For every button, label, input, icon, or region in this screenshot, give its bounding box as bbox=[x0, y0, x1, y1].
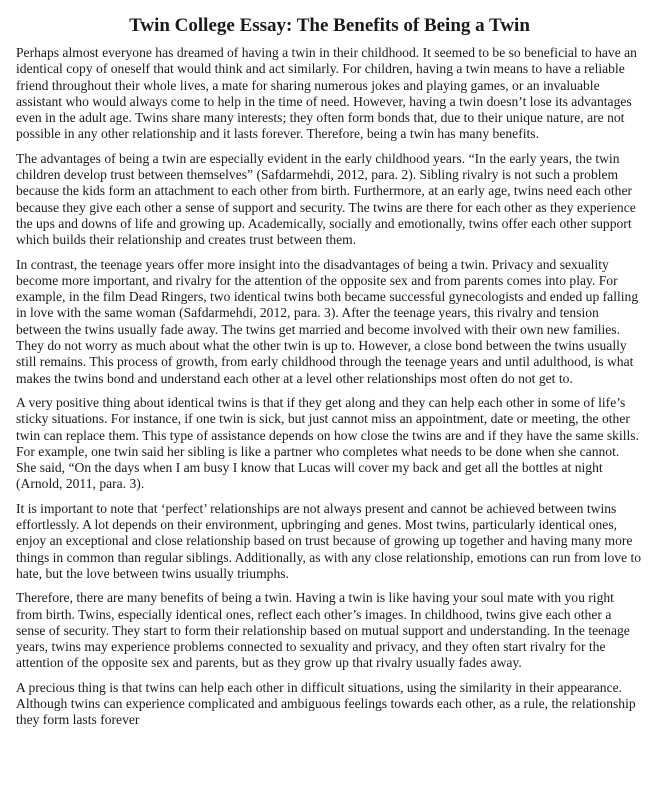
essay-document bbox=[16, 14, 643, 729]
paragraph-2: The advantages of being a twin are especially evident in the early childhood years. “In the early years, the twin children develop trust between themselves” (Safdarmehdi, 2012, para. 2). Sibling rivalry is not such a problem because the kids form an attachment to each other from birth. Furthermore, at an early age, twins need each other because they give each other a sense of support and security. The twins are there for each other as they experience the ups and downs of life and growing up. Academically, socially and emotionally, twins offer each other support which builds their relationship and creates trust between them. bbox=[16, 150, 636, 248]
paragraph-4: A very positive thing about identical twins is that if they get along and they can help each other in some of life’s sticky situations. For instance, if one twin is sick, but just cannot miss an appointment, date or meeting, the other twin can replace them. This type of assistance depends on how close the twins are and if they have the same skills. For example, one twin said her sibling is like a partner who completes what needs to be done when she cannot. She said, “On the days when I am busy I know that Lucas will cover my back and get all the bottles at night (Arnold, 2011, para. 3). bbox=[16, 394, 639, 492]
paragraph-6: Therefore, there are many benefits of being a twin. Having a twin is like having your soul mate with you right from birth. Twins, especially identical ones, reflect each other’s images. In childhood, twins give each other a sense of security. They start to form their relationship based on mutual support and understanding. In the teenage years, twins may experience problems connected to sexuality and privacy, and they often start rivalry for the attention of the opposite sex and parents, but as they grow up that rivalry usually fades away. bbox=[16, 590, 630, 671]
essay-body bbox=[16, 45, 643, 729]
paragraph-3: In contrast, the teenage years offer more insight into the disadvantages of being a twin. Privacy and sexuality become more important, and rivalry for the attention of the opposite sex and from parents comes into play. For example, in the film Dead Ringers, two identical twins both became successful gynecologists and ended up falling in love with the same woman (Safdarmehdi, 2012, para. 3). After the teenage years, this rivalry and tension between the twins usually fade away. The twins get married and become involved with their own new families. They do not worry as much about what the other twin is up to. However, a close bond between the twins usually still remains. This process of growth, from early childhood through the teenage years and until adulthood, is what makes the twins bond and understand each other at a level other relationships most often do not get to. bbox=[16, 256, 639, 386]
paragraph-1: Perhaps almost everyone has dreamed of having a twin in their childhood. It seemed to be so beneficial to have an identical copy of oneself that would think and act similarly. For children, having a twin means to have a reliable friend throughout their whole lives, a mate for sharing numerous jokes and playing games, or an invaluable assistant who would always come to help in the time of need. However, having a twin doesn’t lose its advantages even in the adult age. Twins share many interests; they often form bonds that, due to their unique nature, are not possible in any other relationship and it lasts forever. Therefore, being a twin has many benefits. bbox=[16, 45, 637, 142]
paragraph-5: It is important to note that ‘perfect’ relationships are not always present and cannot be achieved between twins effortlessly. A lot depends on their environment, upbringing and genes. Most twins, particularly identical ones, enjoy an exceptional and close relationship based on trust because of growing up together and having many more things in common than regular siblings. Additionally, as with any close relationship, emotions can run from love to hate, but the love between twins usually triumphs. bbox=[16, 500, 642, 581]
essay-title: Twin College Essay: The Benefits of Being a Twin bbox=[129, 15, 530, 36]
paragraph-7: A precious thing is that twins can help each other in difficult situations, using the similarity in their appearance. Although twins can experience complicated and ambiguous feelings towards each other, as a rule, the relationship they form lasts forever bbox=[16, 679, 636, 728]
